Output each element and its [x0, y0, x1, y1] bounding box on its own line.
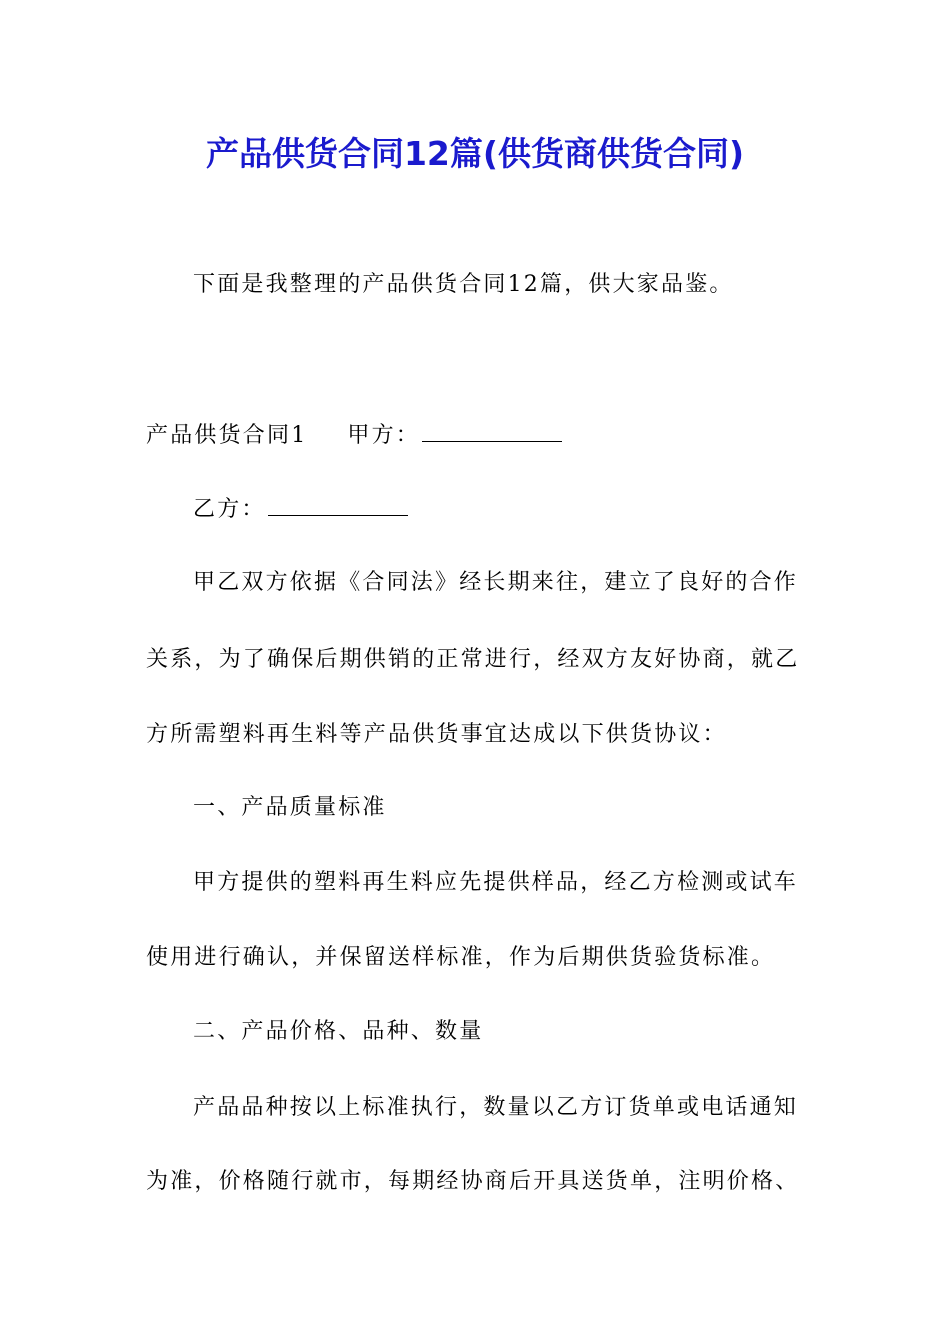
- paragraph-line: 方所需塑料再生料等产品供货事宜达成以下供货协议：: [146, 722, 727, 747]
- paragraph-line: 为准，价格随行就市，每期经协商后开具送货单，注明价格、: [146, 1169, 800, 1194]
- paragraph-line: 使用进行确认，并保留送样标准，作为后期供货验货标准。: [146, 945, 776, 970]
- party-b-blank: [268, 495, 408, 516]
- document-title: 产品供货合同12篇(供货商供货合同): [205, 134, 745, 173]
- party-a-blank: [422, 421, 562, 442]
- contract-header-line: [146, 421, 562, 451]
- party-a-label: 甲方：: [347, 423, 421, 448]
- contract-heading: 产品供货合同1: [146, 423, 308, 448]
- paragraph-line: 甲乙双方依据《合同法》经长期来往，建立了良好的合作: [193, 570, 799, 595]
- party-b-label: 乙方：: [193, 497, 266, 522]
- paragraph-line: 甲方提供的塑料再生料应先提供样品，经乙方检测或试车: [193, 870, 799, 895]
- party-b-line: [193, 495, 408, 525]
- section-heading-price: 二、产品价格、品种、数量: [193, 1019, 484, 1044]
- paragraph-line: 关系，为了确保后期供销的正常进行，经双方友好协商，就乙: [146, 647, 800, 672]
- intro-paragraph: 下面是我整理的产品供货合同12篇，供大家品鉴。: [193, 272, 734, 297]
- section-heading-quality: 一、产品质量标准: [193, 795, 387, 820]
- paragraph-line: 产品品种按以上标准执行，数量以乙方订货单或电话通知: [193, 1095, 799, 1120]
